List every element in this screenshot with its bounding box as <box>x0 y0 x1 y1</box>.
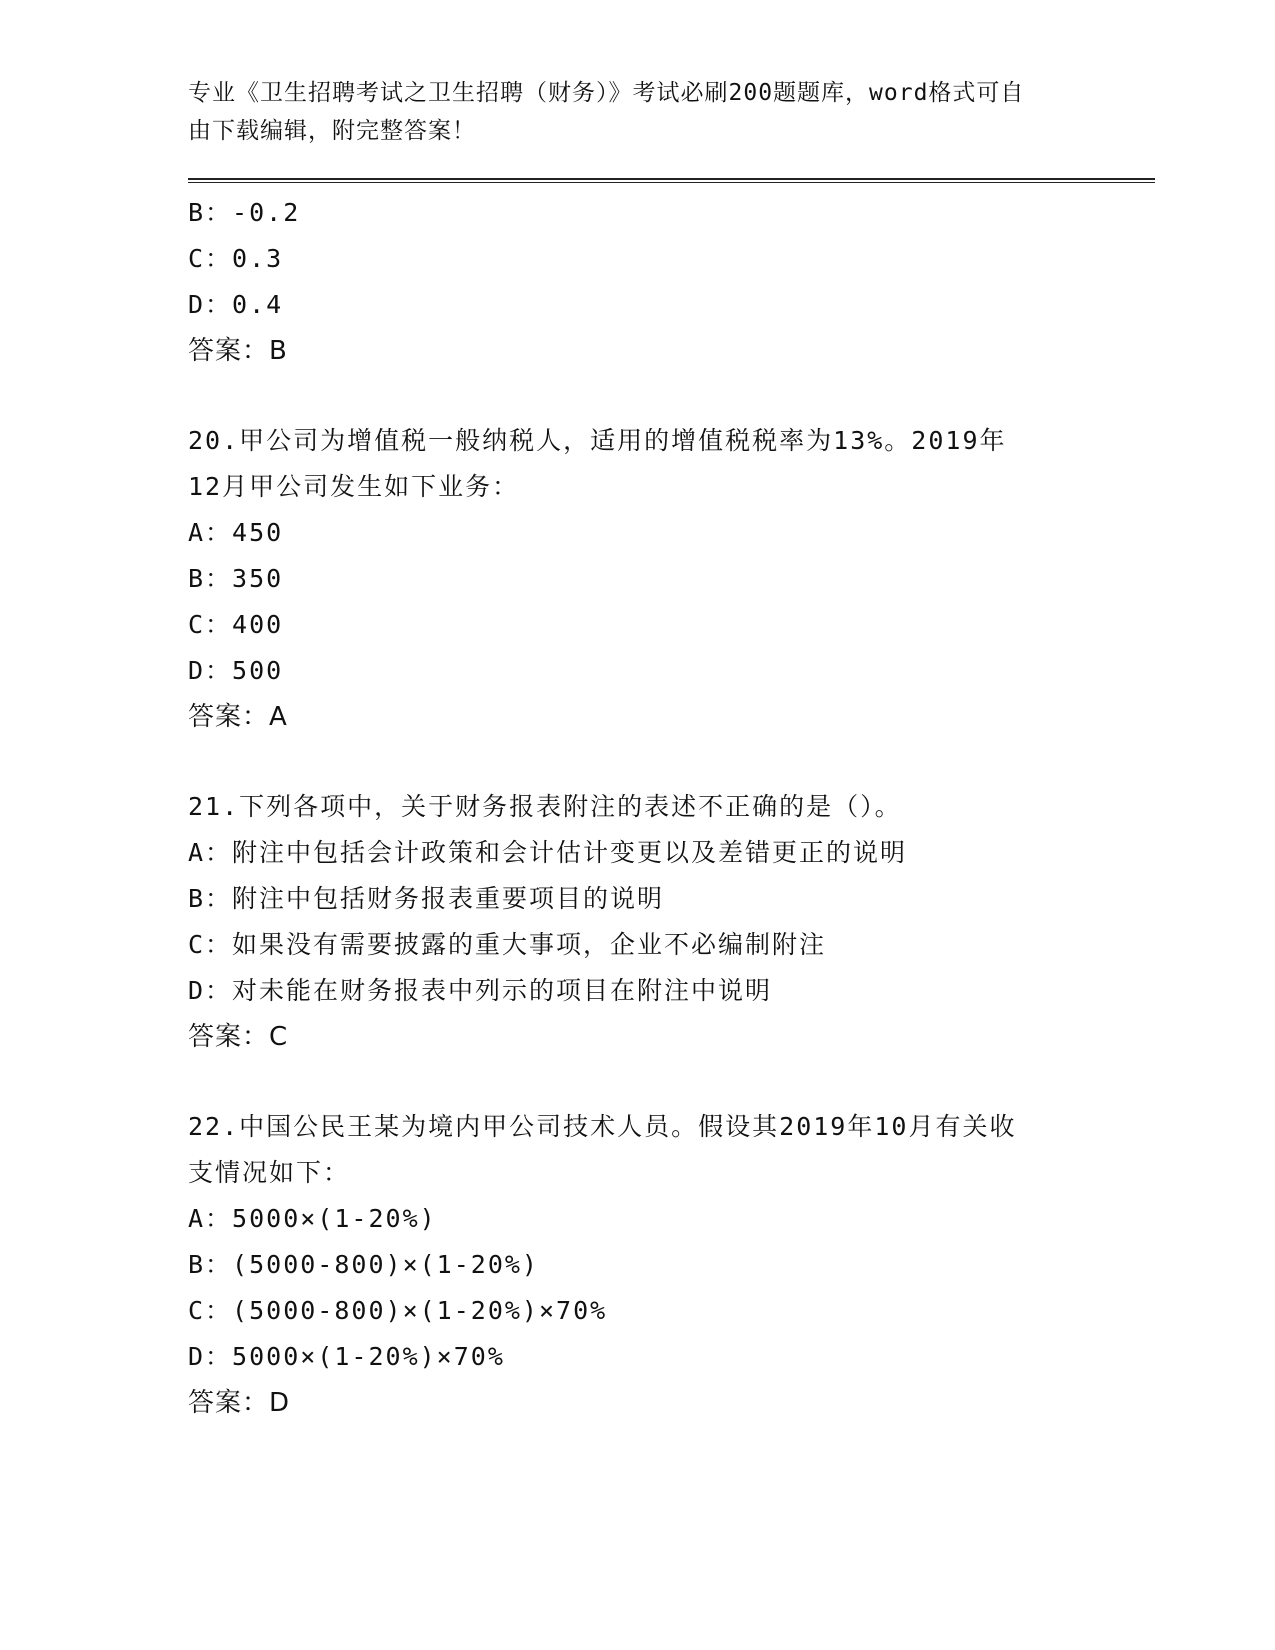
answer-line: 答案：A <box>188 702 288 732</box>
header-divider-thin <box>188 182 1155 183</box>
spacer <box>188 740 1108 784</box>
option-c: C：(5000-800)×(1-20%)×70% <box>188 1296 608 1325</box>
question-stem-line: 支情况如下： <box>188 1158 351 1187</box>
question-stem-line: 22.中国公民王某为境内甲公司技术人员。假设其2019年10月有关收 <box>188 1112 1017 1141</box>
option-d: D：5000×(1-20%)×70% <box>188 1342 505 1371</box>
answer-line: 答案：B <box>188 336 288 366</box>
question-stem-line: 20.甲公司为增值税一般纳税人，适用的增值税税率为13%。2019年 <box>188 426 1007 455</box>
option-b: B：附注中包括财务报表重要项目的说明 <box>188 884 665 913</box>
question-21 <box>188 784 1108 1060</box>
question-stem-line: 21.下列各项中，关于财务报表附注的表述不正确的是（）。 <box>188 792 902 821</box>
option-c: C：如果没有需要披露的重大事项，企业不必编制附注 <box>188 930 827 959</box>
answer-line: 答案：D <box>188 1388 291 1418</box>
header-divider-thick <box>188 178 1155 180</box>
option-b: B：(5000-800)×(1-20%) <box>188 1250 539 1279</box>
option-a: A：450 <box>188 518 284 547</box>
spacer <box>188 374 1108 418</box>
question-19-continued <box>188 190 1108 374</box>
question-stem-line: 12月甲公司发生如下业务： <box>188 472 520 501</box>
option-a: A：5000×(1-20%) <box>188 1204 437 1233</box>
header-line-1: 专业《卫生招聘考试之卫生招聘（财务）》考试必刷200题题库，word格式可自 <box>188 80 1025 106</box>
question-20 <box>188 418 1108 740</box>
question-22 <box>188 1104 1108 1426</box>
option-b: B：-0.2 <box>188 198 301 227</box>
spacer <box>188 1060 1108 1104</box>
header-line-2: 由下载编辑，附完整答案！ <box>188 118 476 144</box>
option-b: B：350 <box>188 564 284 593</box>
document-header <box>188 74 1068 150</box>
option-d: D：500 <box>188 656 284 685</box>
answer-line: 答案：C <box>188 1022 289 1052</box>
document-body <box>188 190 1108 1426</box>
option-d: D：对未能在财务报表中列示的项目在附注中说明 <box>188 976 773 1005</box>
option-d: D：0.4 <box>188 290 284 319</box>
option-c: C：400 <box>188 610 284 639</box>
option-a: A：附注中包括会计政策和会计估计变更以及差错更正的说明 <box>188 838 908 867</box>
option-c: C：0.3 <box>188 244 284 273</box>
